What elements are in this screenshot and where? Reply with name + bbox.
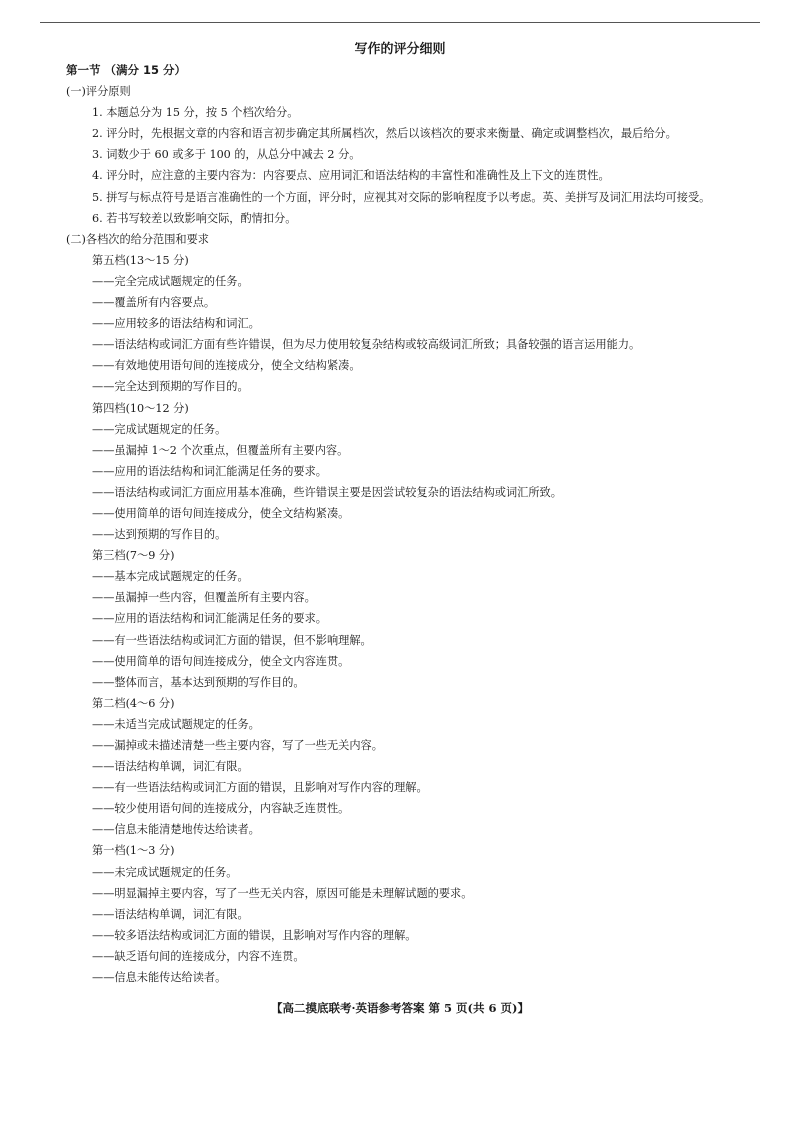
level-item: ——信息未能清楚地传达给读者。 xyxy=(92,823,260,837)
level-item: ——整体而言，基本达到预期的写作目的。 xyxy=(92,675,305,689)
levels-heading: (二)各档次的给分范围和要求 xyxy=(66,232,209,246)
level-item: ——明显漏掉主要内容，写了一些无关内容，原因可能是未理解试题的要求。 xyxy=(92,886,473,900)
level-item: ——较多语法结构或词汇方面的错误，且影响对写作内容的理解。 xyxy=(92,928,417,942)
document-title: 写作的评分细则 xyxy=(354,42,446,57)
principle-item: 6. 若书写较差以致影响交际，酌情扣分。 xyxy=(92,211,297,225)
level-title: 第三档(7～9 分) xyxy=(92,549,175,563)
level-title: 第四档(10～12 分) xyxy=(92,401,189,415)
level-item: ——较少使用语句间的连接成分，内容缺乏连贯性。 xyxy=(92,802,350,816)
level-item: ——虽漏掉 1～2 个次重点，但覆盖所有主要内容。 xyxy=(92,443,349,457)
document-body xyxy=(66,60,760,988)
principle-item: 4. 评分时，应注意的主要内容为：内容要点、应用词汇和语法结构的丰富性和准确性及上下文的连贯性。 xyxy=(92,169,610,183)
level-item: ——漏掉或未描述清楚一些主要内容，写了一些无关内容。 xyxy=(92,739,383,752)
level-item: ——应用的语法结构和词汇能满足任务的要求。 xyxy=(92,612,327,626)
principle-item: 1. 本题总分为 15 分，按 5 个档次给分。 xyxy=(92,106,299,120)
level-item: ——有一些语法结构或词汇方面的错误，但不影响理解。 xyxy=(92,633,372,647)
level-item: ——语法结构单调，词汇有限。 xyxy=(92,760,249,774)
level-title: 第一档(1～3 分) xyxy=(92,844,175,858)
level-item: ——语法结构单调，词汇有限。 xyxy=(92,907,249,921)
level-item: ——虽漏掉一些内容，但覆盖所有主要内容。 xyxy=(92,591,316,605)
level-item: ——语法结构或词汇方面有些许错误，但为尽力使用较复杂结构或较高级词汇所致；具备较强的语言运用能力。 xyxy=(92,338,641,352)
level-item: ——使用简单的语句间连接成分，使全文内容连贯。 xyxy=(92,654,350,668)
level-title: 第五档(13～15 分) xyxy=(92,253,189,267)
level-item: ——未完成试题规定的任务。 xyxy=(92,865,238,879)
level-item: ——完全完成试题规定的任务。 xyxy=(92,274,249,288)
section-heading: 第一节 （满分 15 分） xyxy=(66,63,187,77)
level-item: ——达到预期的写作目的。 xyxy=(92,528,227,542)
level-item: ——基本完成试题规定的任务。 xyxy=(92,570,249,584)
level-item: ——使用简单的语句间连接成分，使全文结构紧凑。 xyxy=(92,506,350,520)
principle-item: 2. 评分时，先根据文章的内容和语言初步确定其所属档次，然后以该档次的要求来衡量、确定或调整档次，最后给分。 xyxy=(92,127,677,141)
principle-item: 5. 拼写与标点符号是语言准确性的一个方面，评分时，应视其对交际的影响程度予以考虑。英、美拼写及词汇用法均可接受。 xyxy=(92,190,711,204)
level-item: ——未适当完成试题规定的任务。 xyxy=(92,717,260,731)
level-item: ——有效地使用语句间的连接成分，使全文结构紧凑。 xyxy=(92,359,361,373)
level-item: ——应用较多的语法结构和词汇。 xyxy=(92,317,260,331)
principle-item: 3. 词数少于 60 或多于 100 的，从总分中减去 2 分。 xyxy=(92,148,361,162)
principles-heading: (一)评分原则 xyxy=(66,85,131,99)
level-title: 第二档(4～6 分) xyxy=(92,696,175,710)
level-item: ——缺乏语句间的连接成分，内容不连贯。 xyxy=(92,949,305,963)
page-footer: 【高二摸底联考·英语参考答案 第 5 页(共 6 页)】 xyxy=(271,1001,529,1015)
level-item: ——覆盖所有内容要点。 xyxy=(92,296,216,310)
level-item: ——完成试题规定的任务。 xyxy=(92,422,227,436)
level-item: ——语法结构或词汇方面应用基本准确，些许错误主要是因尝试较复杂的语法结构或词汇所致。 xyxy=(92,485,562,499)
top-rule xyxy=(40,22,760,23)
level-item: ——信息未能传达给读者。 xyxy=(92,971,227,985)
level-item: ——应用的语法结构和词汇能满足任务的要求。 xyxy=(92,464,327,478)
level-item: ——完全达到预期的写作目的。 xyxy=(92,380,249,394)
level-item: ——有一些语法结构或词汇方面的错误，且影响对写作内容的理解。 xyxy=(92,781,428,795)
